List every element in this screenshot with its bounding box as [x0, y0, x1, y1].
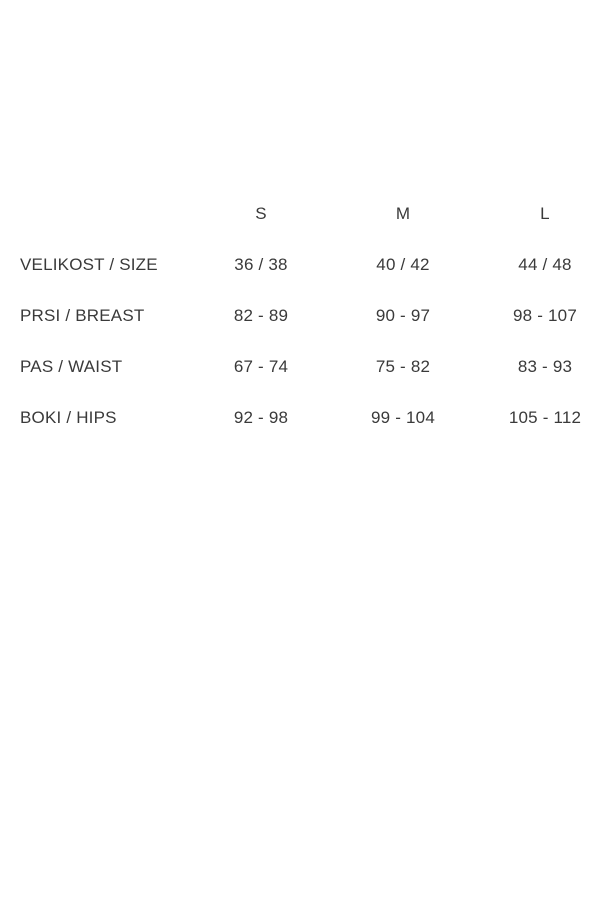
column-header-l: L	[540, 203, 550, 223]
cell-breast-l: 98 - 107	[513, 305, 577, 325]
cell-waist-l: 83 - 93	[517, 356, 573, 376]
cell-waist-s: 67 - 74	[233, 356, 289, 376]
row-label-breast: PRSI / BREAST	[20, 305, 145, 325]
cell-hips-s: 92 - 98	[233, 407, 289, 427]
cell-breast-s: 82 - 89	[233, 305, 289, 325]
cell-waist-m: 75 - 82	[375, 356, 431, 376]
cell-size-m: 40 / 42	[376, 254, 430, 274]
cell-size-s: 36 / 38	[234, 254, 288, 274]
cell-hips-m: 99 - 104	[371, 407, 435, 427]
size-chart-table	[20, 188, 600, 443]
column-header-s: S	[255, 203, 267, 223]
cell-hips-l: 105 - 112	[508, 407, 582, 427]
cell-size-l: 44 / 48	[518, 254, 572, 274]
column-header-m: M	[395, 203, 411, 223]
row-label-hips: BOKI / HIPS	[20, 407, 117, 427]
row-label-size: VELIKOST / SIZE	[20, 254, 158, 274]
row-label-waist: PAS / WAIST	[20, 356, 123, 376]
cell-breast-m: 90 - 97	[375, 305, 431, 325]
